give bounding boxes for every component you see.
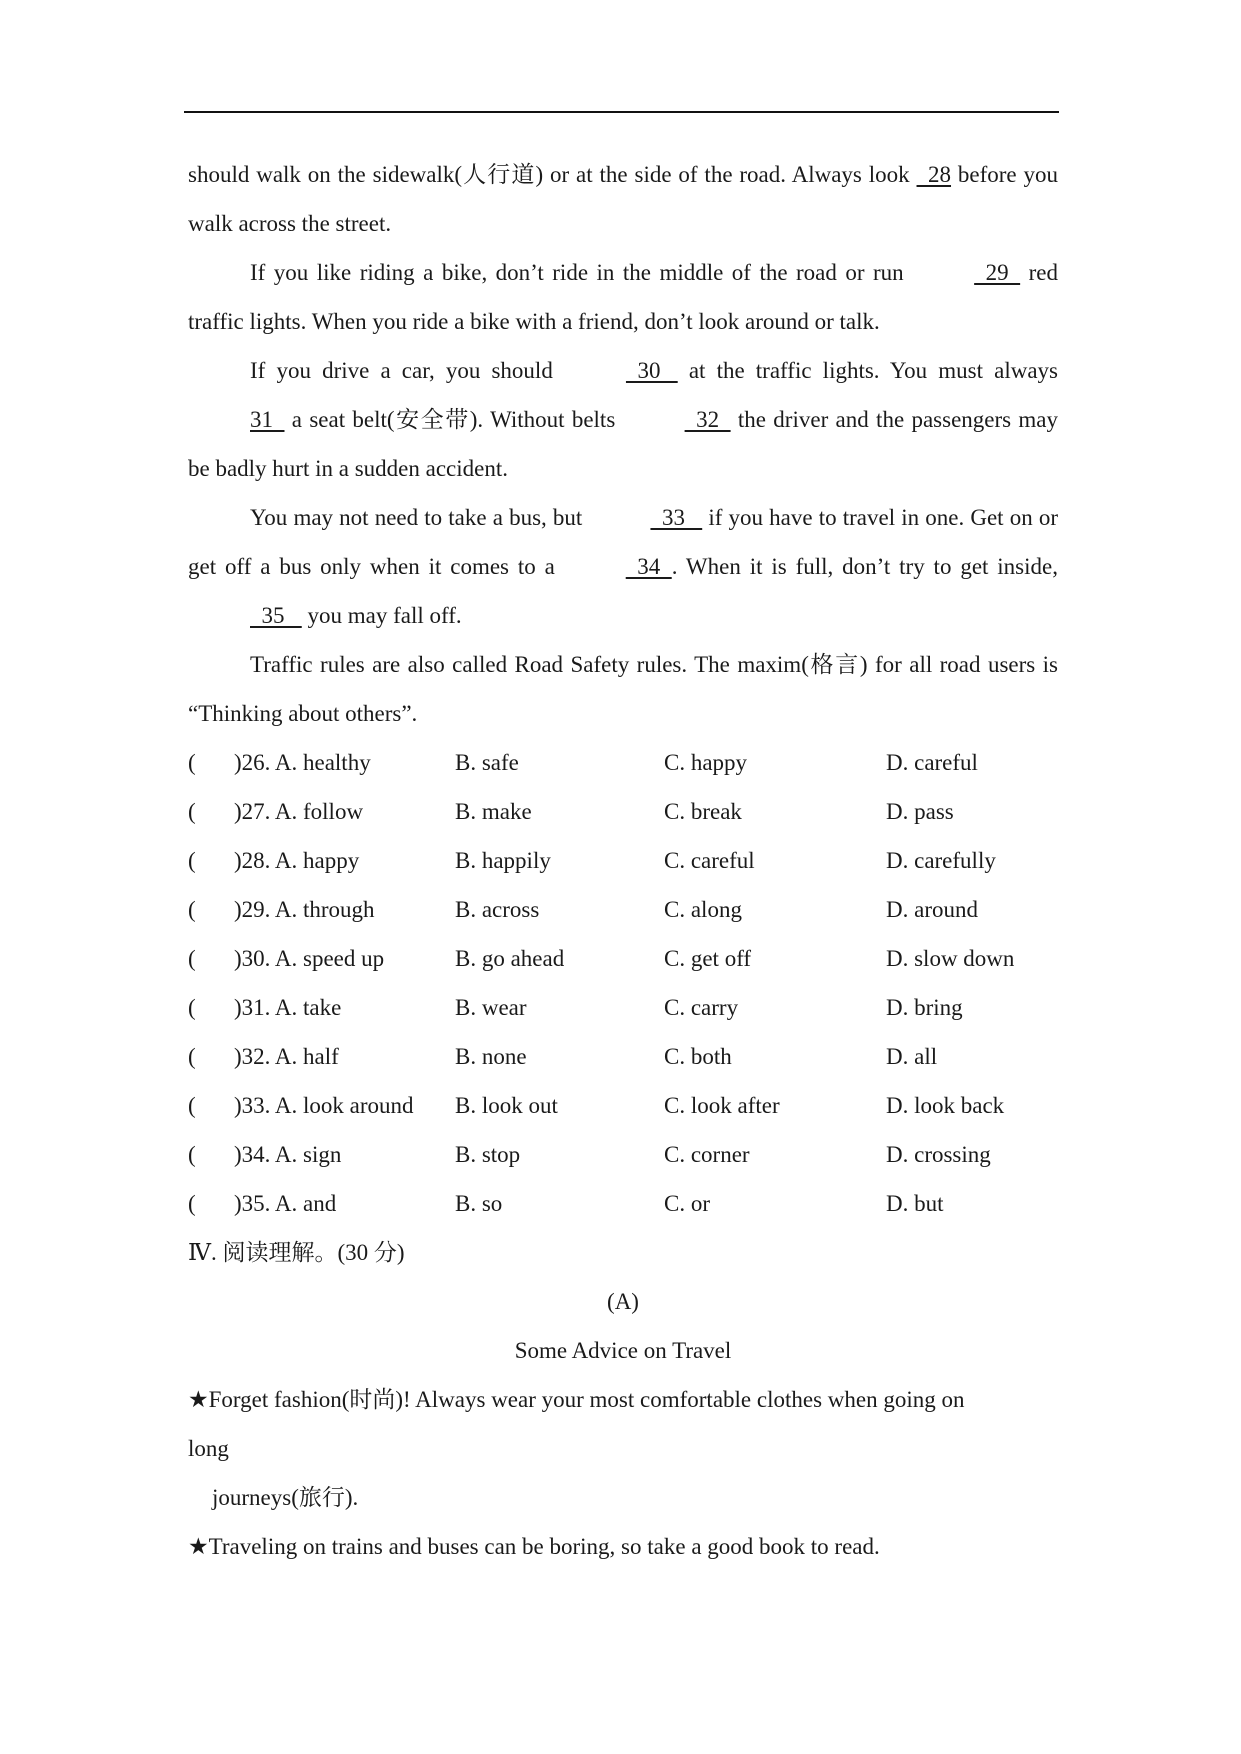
option-a: )29. A. through bbox=[234, 897, 375, 922]
text: if you have to travel in one. Get on or get off a bus only when it comes to a bbox=[188, 505, 1058, 579]
blank-31: 31 bbox=[250, 407, 285, 432]
option-c: C. happy bbox=[664, 750, 748, 775]
option-c: C. break bbox=[664, 799, 742, 824]
option-b: B. so bbox=[455, 1191, 503, 1216]
option-d: D. bring bbox=[886, 995, 963, 1020]
text: before you walk across the street. bbox=[188, 162, 1058, 236]
option-a: )28. A. happy bbox=[234, 848, 360, 873]
question-row bbox=[188, 885, 1058, 934]
option-a: )35. A. and bbox=[234, 1191, 337, 1216]
option-a: )32. A. half bbox=[234, 1044, 339, 1069]
question-row bbox=[188, 1032, 1058, 1081]
answer-bracket[interactable]: ( bbox=[188, 1093, 196, 1118]
option-c: C. or bbox=[664, 1191, 710, 1216]
option-d: D. crossing bbox=[886, 1142, 991, 1167]
option-d: D. careful bbox=[886, 750, 978, 775]
blank-34: 34 bbox=[625, 554, 672, 579]
question-row bbox=[188, 787, 1058, 836]
answer-bracket[interactable]: ( bbox=[188, 1142, 196, 1167]
passage-paragraph-5: Traffic rules are also called Road Safety rules. The maxim(格言) for all road users is “Thinking about others”. bbox=[188, 652, 1058, 726]
tip-1-line-2: long bbox=[188, 1436, 229, 1461]
text: should walk on the sidewalk(人行道) or at the side of the road. Always look bbox=[188, 162, 917, 187]
passage-paragraph-1 bbox=[188, 150, 1058, 248]
text: the driver and the passengers may be badly hurt in a sudden accident. bbox=[188, 407, 1058, 481]
text: . When it is full, don’t try to get inside, bbox=[671, 554, 1058, 579]
question-list bbox=[188, 738, 1058, 1228]
option-b: B. across bbox=[455, 897, 540, 922]
option-b: B. wear bbox=[455, 995, 527, 1020]
blank-28: 28 bbox=[916, 162, 952, 187]
option-b: B. look out bbox=[455, 1093, 558, 1118]
option-d: D. all bbox=[886, 1044, 938, 1069]
question-row bbox=[188, 1179, 1058, 1228]
option-b: B. none bbox=[455, 1044, 527, 1069]
option-b: B. stop bbox=[455, 1142, 521, 1167]
page-content bbox=[188, 150, 1058, 1571]
answer-bracket[interactable]: ( bbox=[188, 897, 196, 922]
option-c: C. corner bbox=[664, 1142, 750, 1167]
answer-bracket[interactable]: ( bbox=[188, 750, 196, 775]
passage-paragraph-4 bbox=[188, 493, 1058, 640]
question-row bbox=[188, 1081, 1058, 1130]
option-d: D. but bbox=[886, 1191, 944, 1216]
option-b: B. happily bbox=[455, 848, 551, 873]
answer-bracket[interactable]: ( bbox=[188, 946, 196, 971]
option-c: C. careful bbox=[664, 848, 755, 873]
option-d: D. carefully bbox=[886, 848, 996, 873]
passage-heading: Some Advice on Travel bbox=[514, 1338, 732, 1363]
question-row bbox=[188, 738, 1058, 787]
option-c: C. carry bbox=[664, 995, 739, 1020]
option-d: D. pass bbox=[886, 799, 954, 824]
blank-32: 32 bbox=[684, 407, 731, 432]
option-a: )34. A. sign bbox=[234, 1142, 342, 1167]
tip-1-line-3: journeys(旅行). bbox=[212, 1485, 359, 1510]
option-b: B. safe bbox=[455, 750, 519, 775]
text: red traffic lights. When you ride a bike with a friend, don’t look around or talk. bbox=[188, 260, 1058, 334]
question-row bbox=[188, 983, 1058, 1032]
answer-bracket[interactable]: ( bbox=[188, 799, 196, 824]
answer-bracket[interactable]: ( bbox=[188, 848, 196, 873]
blank-29: 29 bbox=[974, 260, 1021, 285]
section-title: Ⅳ. 阅读理解。(30 分) bbox=[188, 1240, 405, 1265]
passage-paragraph-2 bbox=[188, 248, 1058, 346]
option-d: D. slow down bbox=[886, 946, 1015, 971]
question-row bbox=[188, 1130, 1058, 1179]
blank-30: 30 bbox=[625, 358, 678, 383]
text: at the traffic lights. You must always bbox=[677, 358, 1058, 383]
text: You may not need to take a bus, but bbox=[250, 505, 589, 530]
text: you may fall off. bbox=[301, 603, 462, 628]
question-row bbox=[188, 836, 1058, 885]
option-a: )30. A. speed up bbox=[234, 946, 385, 971]
passage-label: (A) bbox=[607, 1289, 639, 1314]
question-row bbox=[188, 934, 1058, 983]
option-a: )26. A. healthy bbox=[234, 750, 371, 775]
option-a: )33. A. look around bbox=[234, 1093, 414, 1118]
text: a seat belt(安全带). Without belts bbox=[284, 407, 623, 432]
text: If you like riding a bike, don’t ride in the middle of the road or run bbox=[250, 260, 913, 285]
tip-1-line-1: ★Forget fashion(时尚)! Always wear your most comfortable clothes when going on bbox=[188, 1387, 965, 1412]
answer-bracket[interactable]: ( bbox=[188, 1044, 196, 1069]
option-a: )31. A. take bbox=[234, 995, 342, 1020]
option-c: C. along bbox=[664, 897, 742, 922]
option-b: B. go ahead bbox=[455, 946, 565, 971]
blank-35: 35 bbox=[250, 603, 302, 628]
option-c: C. look after bbox=[664, 1093, 780, 1118]
option-d: D. around bbox=[886, 897, 978, 922]
header-rule bbox=[184, 111, 1059, 113]
option-b: B. make bbox=[455, 799, 532, 824]
option-d: D. look back bbox=[886, 1093, 1005, 1118]
tip-2: ★Traveling on trains and buses can be boring, so take a good book to read. bbox=[188, 1534, 880, 1559]
option-c: C. get off bbox=[664, 946, 752, 971]
passage-paragraph-3 bbox=[188, 346, 1058, 493]
answer-bracket[interactable]: ( bbox=[188, 995, 196, 1020]
text: If you drive a car, you should bbox=[250, 358, 564, 383]
option-a: )27. A. follow bbox=[234, 799, 364, 824]
answer-bracket[interactable]: ( bbox=[188, 1191, 196, 1216]
option-c: C. both bbox=[664, 1044, 732, 1069]
blank-33: 33 bbox=[650, 505, 703, 530]
